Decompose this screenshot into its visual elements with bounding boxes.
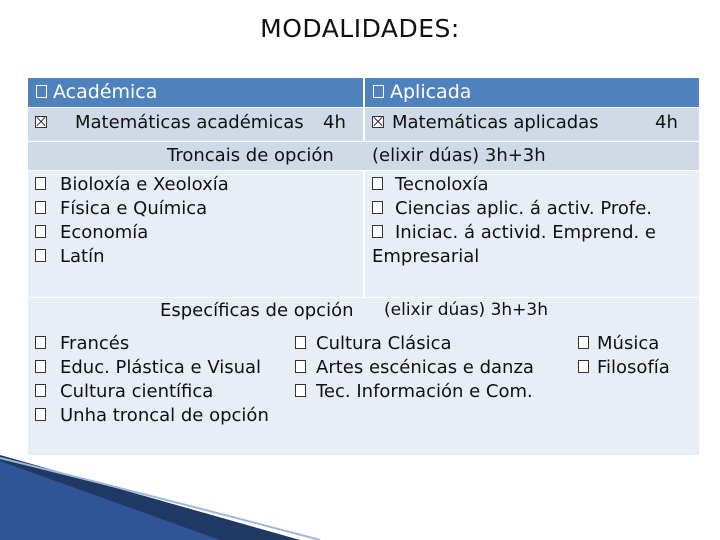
especificas-title: Específicas de opción [160,300,354,321]
list-item: Tecnoloxía [372,174,488,195]
checked-box-icon [35,116,47,128]
math-right [372,113,390,134]
math-left [35,113,53,134]
especificas-note: (elixir dúas) 3h+3h [384,300,549,320]
list-item: Ciencias aplic. á activ. Profe. [372,198,652,219]
checkbox-icon [36,85,47,98]
checkbox-icon [35,177,46,190]
math-left-hours: 4h [323,112,346,133]
math-left-label: Matemáticas académicas [75,112,304,133]
list-item: Latín [35,246,105,267]
checkbox-icon [295,384,306,397]
list-item: Filosofía [578,357,670,378]
header-aplicada: Aplicada [365,78,699,107]
checkbox-icon [578,360,589,373]
checkbox-icon [35,384,46,397]
troncais-note: (elixir dúas) 3h+3h [372,145,546,166]
checkbox-icon [373,85,384,98]
list-item: Tec. Información e Com. [295,381,533,402]
checkbox-icon [35,201,46,214]
list-item: Educ. Plástica e Visual [35,357,261,378]
header-academica: Académica [28,78,363,107]
list-item: Física e Química [35,198,207,219]
checkbox-icon [372,225,383,238]
checkbox-icon [35,249,46,262]
list-item: Iniciac. á activid. Emprend. e [372,222,656,243]
checkbox-icon [372,177,383,190]
checkbox-icon [295,336,306,349]
list-item: Francés [35,333,129,354]
list-item-continuation: Empresarial [372,246,480,267]
checkbox-icon [35,408,46,421]
checkbox-icon [372,201,383,214]
list-item: Bioloxía e Xeoloxía [35,174,229,195]
checkbox-icon [578,336,589,349]
math-right-hours: 4h [655,112,678,133]
math-right-label: Matemáticas aplicadas [392,112,599,133]
checkbox-icon [35,360,46,373]
list-item: Música [578,333,659,354]
checkbox-icon [35,336,46,349]
list-item: Cultura Clásica [295,333,452,354]
troncais-band [28,142,699,170]
checked-box-icon [372,116,384,128]
checkbox-icon [35,225,46,238]
list-item: Unha troncal de opción [35,405,269,426]
checkbox-icon [295,360,306,373]
troncais-title: Troncais de opción [167,145,334,166]
decorative-wave [0,455,720,540]
list-item: Cultura científica [35,381,213,402]
list-item: Economía [35,222,148,243]
page-title: MODALIDADES: [260,14,460,43]
list-item: Artes escénicas e danza [295,357,534,378]
